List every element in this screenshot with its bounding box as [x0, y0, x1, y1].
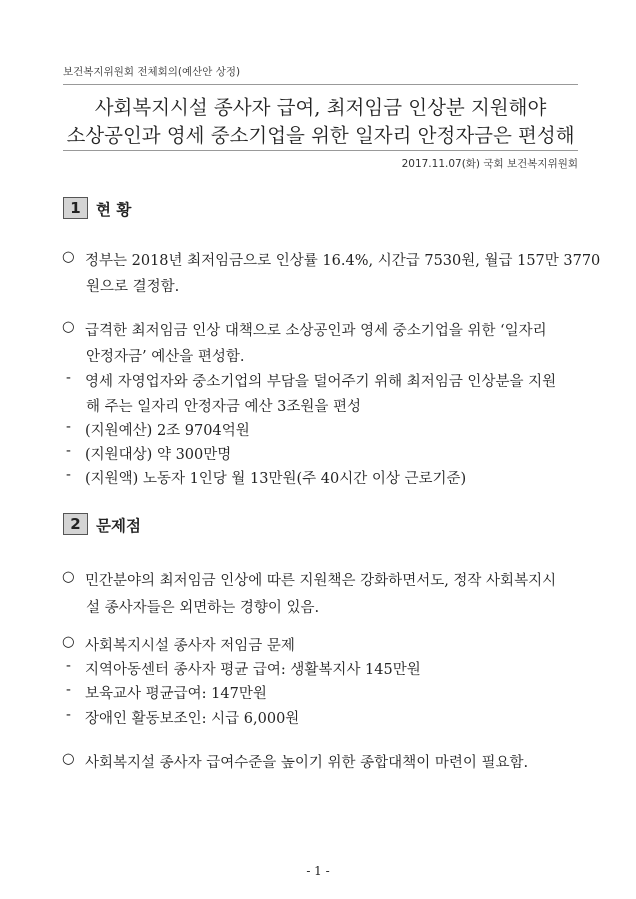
- divider: [63, 150, 578, 151]
- list-item: 사회복지시설 종사자 저임금 문제: [85, 638, 295, 654]
- page-number: - 1 -: [306, 864, 330, 878]
- dash-icon: -: [66, 467, 71, 483]
- section-title-1: 현 황: [96, 201, 132, 219]
- list-item: 정부는 2018년 최저임금으로 인상률 16.4%, 시간급 7530원, 월급 157만 3770: [85, 253, 601, 269]
- section-number-1: 1: [63, 197, 88, 219]
- sub-item: 영세 자영업자와 중소기업의 부담을 덜어주기 위해 최저임금 인상분을 지원: [85, 374, 557, 390]
- sub-item: (지원액) 노동자 1인당 월 13만원(주 40시간 이상 근로기준): [85, 471, 467, 487]
- document-header: 보건복지위원회 전체회의(예산안 상정): [63, 66, 241, 78]
- list-item: 급격한 최저임금 인상 대책으로 소상공인과 영세 중소기업을 위한 ‘일자리: [85, 323, 547, 339]
- dash-icon: -: [66, 658, 71, 674]
- bullet-icon: ○: [62, 751, 75, 767]
- dash-icon: -: [66, 707, 71, 723]
- sub-item: 지역아동센터 종사자 평균 급여: 생활복지사 145만원: [85, 662, 421, 678]
- list-item-cont: 안정자금’ 예산을 편성함.: [86, 349, 245, 365]
- sub-item: 장애인 활동보조인: 시급 6,000원: [85, 711, 300, 727]
- list-item-cont: 설 종사자들은 외면하는 경향이 있음.: [86, 600, 320, 616]
- sub-item: (지원예산) 2조 9704억원: [85, 423, 250, 439]
- bullet-icon: ○: [62, 249, 75, 265]
- divider: [63, 84, 578, 85]
- section-number-2: 2: [63, 513, 88, 535]
- title-line-1: 사회복지시설 종사자 급여, 최저임금 인상분 지원해야: [94, 96, 547, 119]
- bullet-icon: ○: [62, 319, 75, 335]
- sub-item-cont: 해 주는 일자리 안정자금 예산 3조원을 편성: [86, 399, 361, 415]
- sub-item: 보육교사 평균급여: 147만원: [85, 686, 267, 702]
- section-title-2: 문제점: [96, 517, 141, 535]
- dash-icon: -: [66, 682, 71, 698]
- list-item: 사회복지설 종사자 급여수준을 높이기 위한 종합대책이 마련이 필요함.: [85, 755, 529, 771]
- sub-item: (지원대상) 약 300만명: [85, 447, 232, 463]
- date-line: 2017.11.07(화) 국회 보건복지위원회: [401, 158, 578, 170]
- bullet-icon: ○: [62, 634, 75, 650]
- title-line-2: 소상공인과 영세 중소기업을 위한 일자리 안정자금은 편성해: [66, 124, 575, 147]
- list-item-cont: 원으로 결정함.: [86, 279, 180, 295]
- bullet-icon: ○: [62, 569, 75, 585]
- dash-icon: -: [66, 370, 71, 386]
- dash-icon: -: [66, 419, 71, 435]
- dash-icon: -: [66, 443, 71, 459]
- list-item: 민간분야의 최저임금 인상에 따른 지원책은 강화하면서도, 정작 사회복지시: [85, 573, 557, 589]
